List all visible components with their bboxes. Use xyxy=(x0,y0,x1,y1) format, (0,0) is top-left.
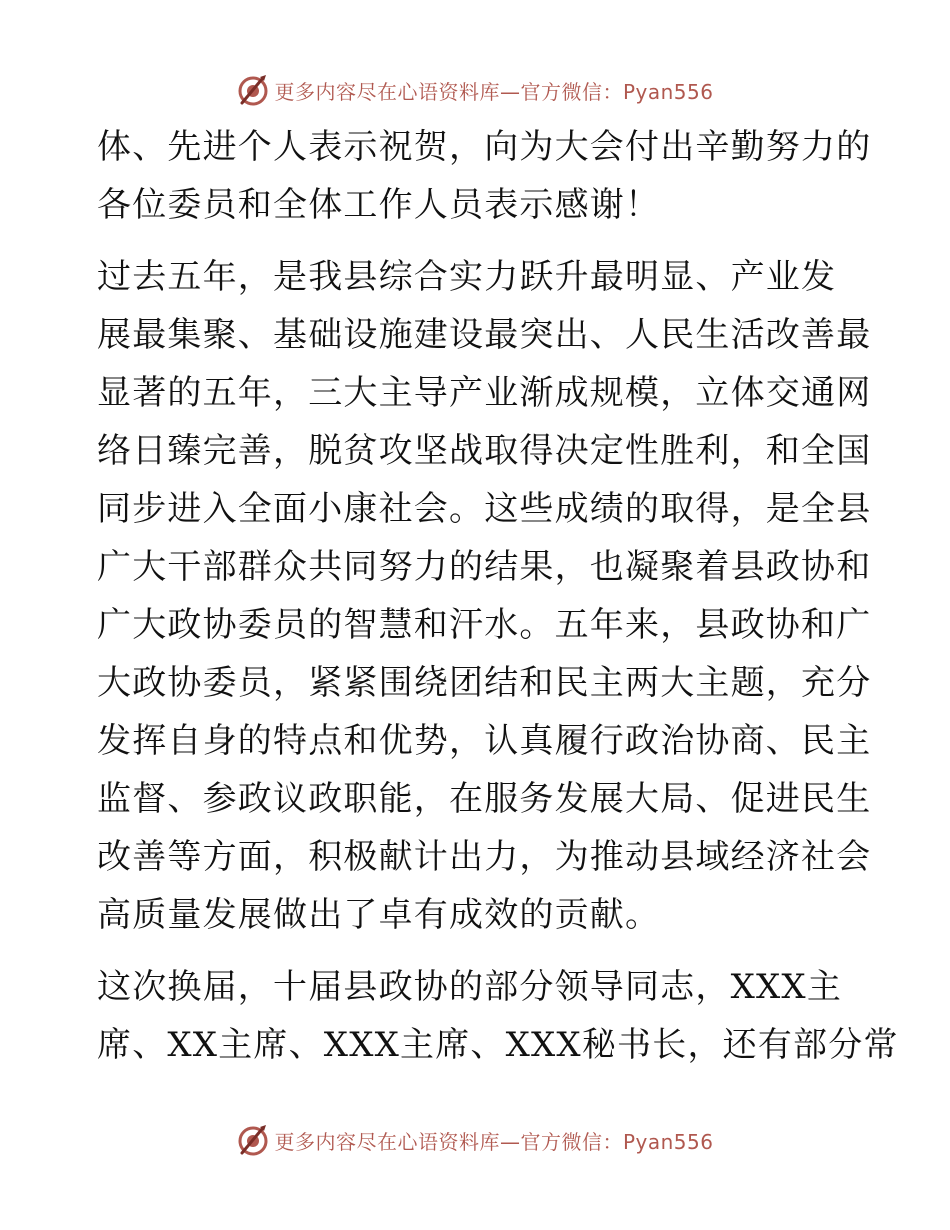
text-line: 高质量发展做出了卓有成效的贡献。 xyxy=(97,895,661,935)
text-line: 各位委员和全体工作人员表示感谢！ xyxy=(97,185,661,225)
watermark-banner-top xyxy=(0,70,950,110)
text-line: 大政协委员，紧紧围绕团结和民主两大主题，充分 xyxy=(97,663,872,703)
text-line: 这次换届，十届县政协的部分领导同志，XXX主 xyxy=(97,967,843,1007)
text-line: 广大干部群众共同努力的结果，也凝聚着县政协和 xyxy=(97,547,872,587)
paragraph xyxy=(97,118,872,234)
text-line: 监督、参政议政职能，在服务发展大局、促进民生 xyxy=(97,779,872,819)
watermark-banner-bottom xyxy=(0,1120,950,1160)
text-line: 显著的五年，三大主导产业渐成规模，立体交通网 xyxy=(97,373,872,413)
text-line: 展最集聚、基础设施建设最突出、人民生活改善最 xyxy=(97,315,872,355)
text-line: 发挥自身的特点和优势，认真履行政治协商、民主 xyxy=(97,721,872,761)
watermark-text: 更多内容尽在心语资料库—官方微信：Pyan556 xyxy=(274,79,714,104)
text-line: 改善等方面，积极献计出力，为推动县域经济社会 xyxy=(97,837,872,877)
text-line: 过去五年，是我县综合实力跃升最明显、产业发 xyxy=(97,257,837,297)
text-line: 同步进入全面小康社会。这些成绩的取得，是全县 xyxy=(97,489,872,529)
brush-seal-icon xyxy=(236,73,270,107)
text-line: 席、XX主席、XXX主席、XXX秘书长，还有部分常 xyxy=(97,1025,899,1065)
document-body xyxy=(97,118,899,1074)
text-line: 广大政协委员的智慧和汗水。五年来，县政协和广 xyxy=(97,605,872,645)
text-line: 体、先进个人表示祝贺，向为大会付出辛勤努力的 xyxy=(97,127,872,167)
brush-seal-icon xyxy=(236,1123,270,1157)
paragraph xyxy=(97,248,872,944)
paragraph xyxy=(97,958,899,1074)
watermark-text: 更多内容尽在心语资料库—官方微信：Pyan556 xyxy=(274,1129,714,1154)
text-line: 络日臻完善，脱贫攻坚战取得决定性胜利，和全国 xyxy=(97,431,872,471)
